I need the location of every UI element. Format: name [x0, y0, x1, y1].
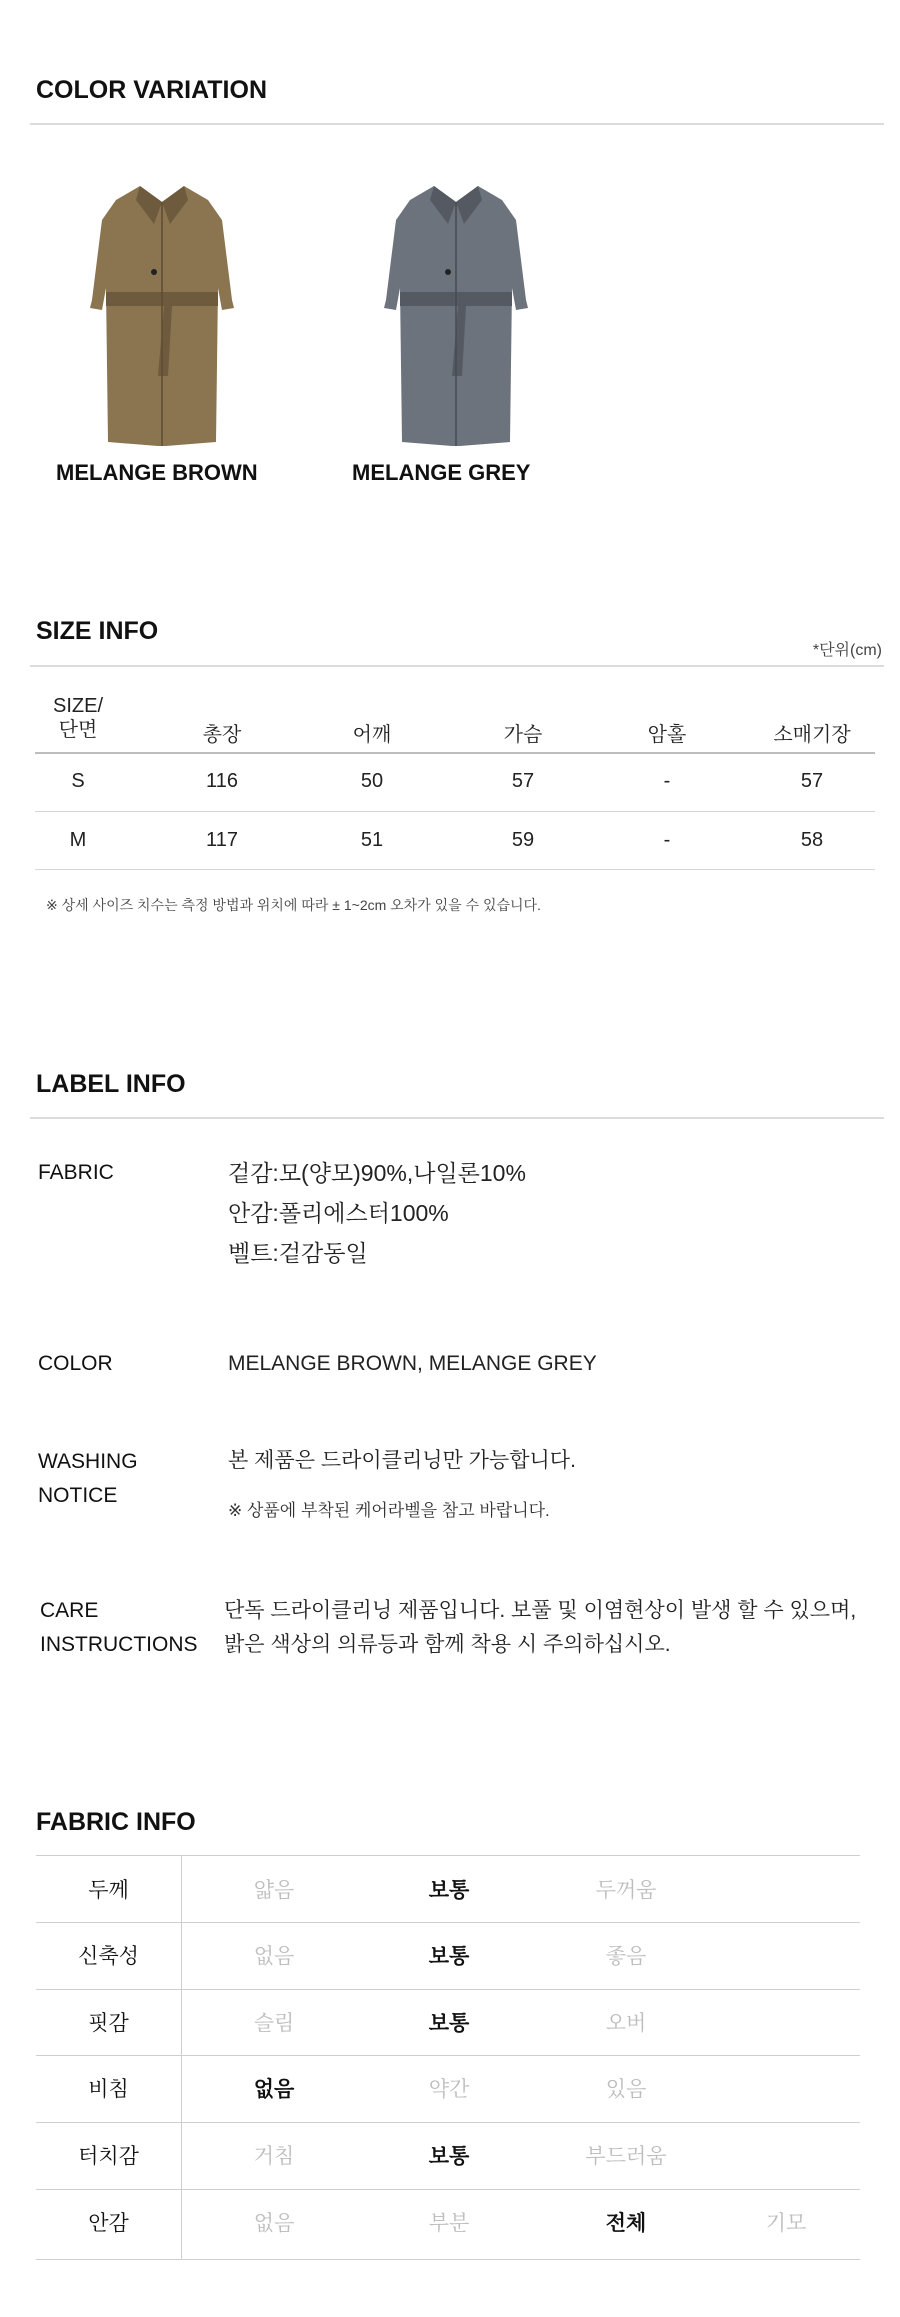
size-row-s-value: 116 [206, 770, 238, 792]
fabric-option: 없음 [253, 2212, 295, 2235]
care-label: CARE [40, 1599, 99, 1622]
fabric-row-label: 안감 [88, 2212, 129, 2235]
size-row-m-value: 58 [800, 829, 824, 851]
fabric-row-label: 두께 [88, 1879, 129, 1902]
col-header-sleeve: 소매기장 [773, 724, 851, 746]
fabric-option-selected: 보통 [428, 1945, 470, 1968]
care-label: INSTRUCTIONS [40, 1633, 198, 1656]
fabric-option: 오버 [605, 2012, 647, 2035]
fabric-option-selected: 전체 [605, 2212, 647, 2235]
washing-value: 본 제품은 드라이클리닝만 가능합니다. [228, 1449, 576, 1472]
fabric-option: 기모 [765, 2212, 807, 2235]
size-row-s-value: 50 [360, 770, 384, 792]
unit-note: *단위(cm) [812, 642, 882, 659]
col-header-shoulder: 어깨 [352, 724, 392, 746]
divider [30, 123, 884, 125]
fabric-option: 약간 [428, 2078, 470, 2101]
fabric-label: FABRIC [38, 1161, 114, 1184]
care-line: 단독 드라이클리닝 제품입니다. 보풀 및 이염현상이 발생 할 수 있으며, [224, 1599, 857, 1622]
divider [30, 1117, 884, 1119]
size-header-line2: 단면 [58, 719, 98, 741]
fabric-option-selected: 보통 [428, 1879, 470, 1902]
fabric-option: 부분 [428, 2212, 470, 2235]
size-row-s-label: S [71, 770, 85, 792]
color-value: MELANGE BROWN, MELANGE GREY [228, 1352, 597, 1375]
size-info-title: SIZE INFO [36, 617, 159, 645]
fabric-option-selected: 보통 [428, 2145, 470, 2168]
col-header-chest: 가슴 [503, 724, 543, 746]
fabric-option-selected: 보통 [428, 2012, 470, 2035]
color-name-brown: MELANGE BROWN [56, 460, 258, 485]
color-variation-title: COLOR VARIATION [36, 76, 268, 104]
coat-grey-illustration [356, 180, 556, 450]
size-row-m-value: 117 [206, 829, 238, 851]
washing-label: NOTICE [38, 1484, 118, 1507]
fabric-line: 안감:폴리에스터100% [228, 1200, 449, 1226]
washing-label: WASHING [38, 1450, 138, 1473]
size-row-s-value: 57 [800, 770, 824, 792]
fabric-option: 있음 [605, 2078, 647, 2101]
size-row-m-label: M [69, 829, 87, 851]
size-row-s-value: 57 [511, 770, 535, 792]
divider [30, 665, 884, 667]
color-label: COLOR [38, 1352, 113, 1375]
fabric-row-label: 핏감 [88, 2012, 129, 2035]
fabric-option: 거침 [253, 2145, 295, 2168]
size-header-line1: SIZE/ [52, 695, 104, 717]
fabric-option: 부드러움 [585, 2145, 667, 2168]
fabric-table-divider [181, 1855, 182, 2260]
fabric-option-selected: 없음 [253, 2078, 295, 2101]
fabric-option: 슬림 [253, 2012, 295, 2035]
washing-note: ※ 상품에 부착된 케어라벨을 참고 바랍니다. [228, 1501, 550, 1520]
fabric-option: 얇음 [253, 1879, 295, 1902]
size-row-m-value: 59 [511, 829, 535, 851]
col-header-armhole: 암홀 [647, 724, 687, 746]
fabric-row-label: 비침 [88, 2078, 129, 2101]
size-row-m-value: - [663, 829, 671, 851]
label-info-title: LABEL INFO [36, 1070, 186, 1098]
size-row-s-value: - [663, 770, 671, 792]
size-note: ※ 상세 사이즈 치수는 측정 방법과 위치에 따라 ± 1~2cm 오차가 있을 수 있습니다. [46, 897, 541, 913]
fabric-info-title: FABRIC INFO [36, 1808, 196, 1836]
col-header-total-length: 총장 [202, 724, 242, 746]
fabric-option: 없음 [253, 1945, 295, 1968]
coat-brown-illustration [62, 180, 262, 450]
fabric-row-label: 터치감 [78, 2145, 139, 2168]
color-name-grey: MELANGE GREY [352, 460, 531, 485]
fabric-line: 벨트:겉감동일 [228, 1240, 368, 1266]
fabric-row-label: 신축성 [78, 1945, 139, 1968]
fabric-option: 좋음 [605, 1945, 647, 1968]
fabric-line: 겉감:모(양모)90%,나일론10% [228, 1160, 526, 1186]
coat-image-brown[interactable] [62, 180, 262, 450]
coat-image-grey[interactable] [356, 180, 556, 450]
care-line: 밝은 색상의 의류등과 함께 착용 시 주의하십시오. [224, 1633, 671, 1656]
fabric-option: 두꺼움 [595, 1879, 657, 1902]
size-row-m-value: 51 [360, 829, 384, 851]
